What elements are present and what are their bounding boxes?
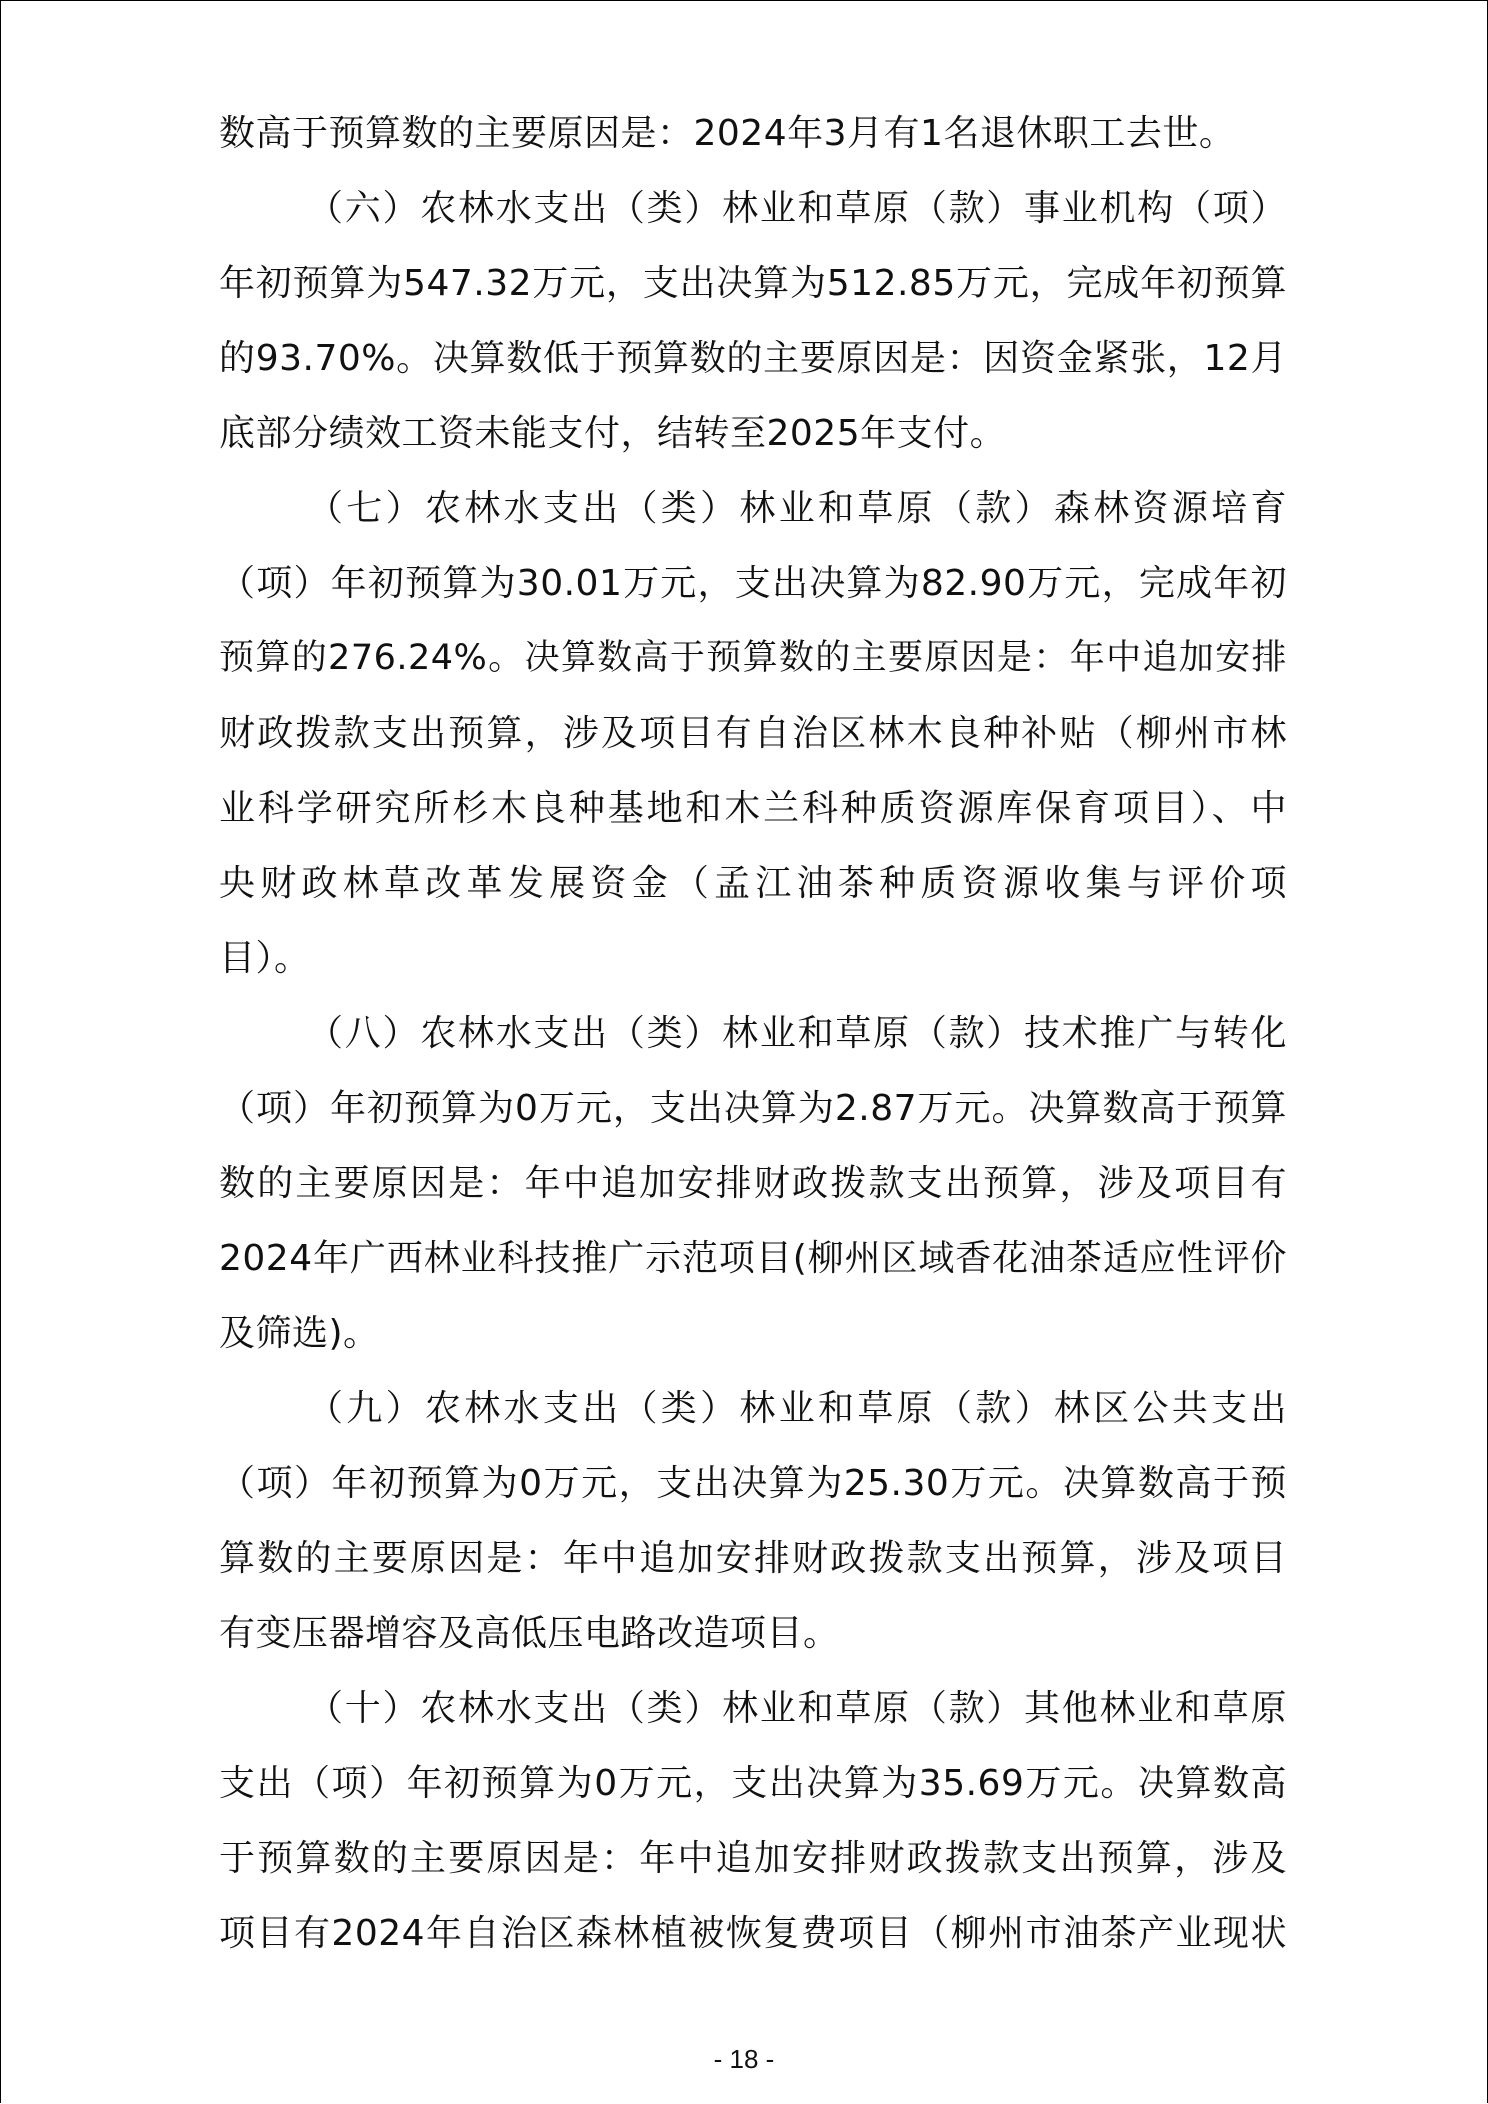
text-line: 于预算数的主要原因是：年中追加安排财政拨款支出预算，涉及 [219,1838,1287,1879]
page-number: - 18 - [713,2044,775,2074]
text-line: 有变压器增容及高低压电路改造项目。 [219,1613,840,1654]
text-line: 年初预算为547.32万元，支出决算为512.85万元，完成年初预算 [219,263,1287,304]
text-line: （六）农林水支出（类）林业和草原（款）事业机构（项） [307,188,1287,229]
text-line: 央财政林草改革发展资金（孟江油茶种质资源收集与评价项 [219,863,1287,904]
text-line: 2024年广西林业科技推广示范项目(柳州区域香花油茶适应性评价 [219,1238,1287,1279]
text-line: 及筛选)。 [219,1313,380,1354]
text-line: （十）农林水支出（类）林业和草原（款）其他林业和草原 [307,1688,1287,1729]
text-line: 目）。 [219,938,311,979]
text-line: （项）年初预算为0万元，支出决算为25.30万元。决算数高于预 [219,1463,1287,1504]
text-line: （七）农林水支出（类）林业和草原（款）森林资源培育 [307,488,1287,529]
text-line: 项目有2024年自治区森林植被恢复费项目（柳州市油茶产业现状 [219,1913,1287,1954]
text-line: 底部分绩效工资未能支付，结转至2025年支付。 [219,413,1007,454]
text-line: （九）农林水支出（类）林业和草原（款）林区公共支出 [307,1388,1287,1429]
document-body [219,96,1287,1971]
text-line: 算数的主要原因是：年中追加安排财政拨款支出预算，涉及项目 [219,1538,1287,1579]
text-line: （项）年初预算为0万元，支出决算为2.87万元。决算数高于预算 [219,1088,1287,1129]
text-line: 财政拨款支出预算，涉及项目有自治区林木良种补贴（柳州市林 [219,713,1287,754]
text-line: 的93.70%。决算数低于预算数的主要原因是：因资金紧张，12月 [219,338,1287,379]
text-line: 数高于预算数的主要原因是：2024年3月有1名退休职工去世。 [219,113,1236,154]
text-line: 数的主要原因是：年中追加安排财政拨款支出预算，涉及项目有 [219,1163,1287,1204]
text-line: （八）农林水支出（类）林业和草原（款）技术推广与转化 [307,1013,1287,1054]
text-line: 业科学研究所杉木良种基地和木兰科种质资源库保育项目）、中 [219,788,1287,829]
text-line: （项）年初预算为30.01万元，支出决算为82.90万元，完成年初 [219,563,1287,604]
text-line: 预算的276.24%。决算数高于预算数的主要原因是：年中追加安排 [219,638,1287,678]
text-line: 支出（项）年初预算为0万元，支出决算为35.69万元。决算数高 [219,1763,1287,1804]
